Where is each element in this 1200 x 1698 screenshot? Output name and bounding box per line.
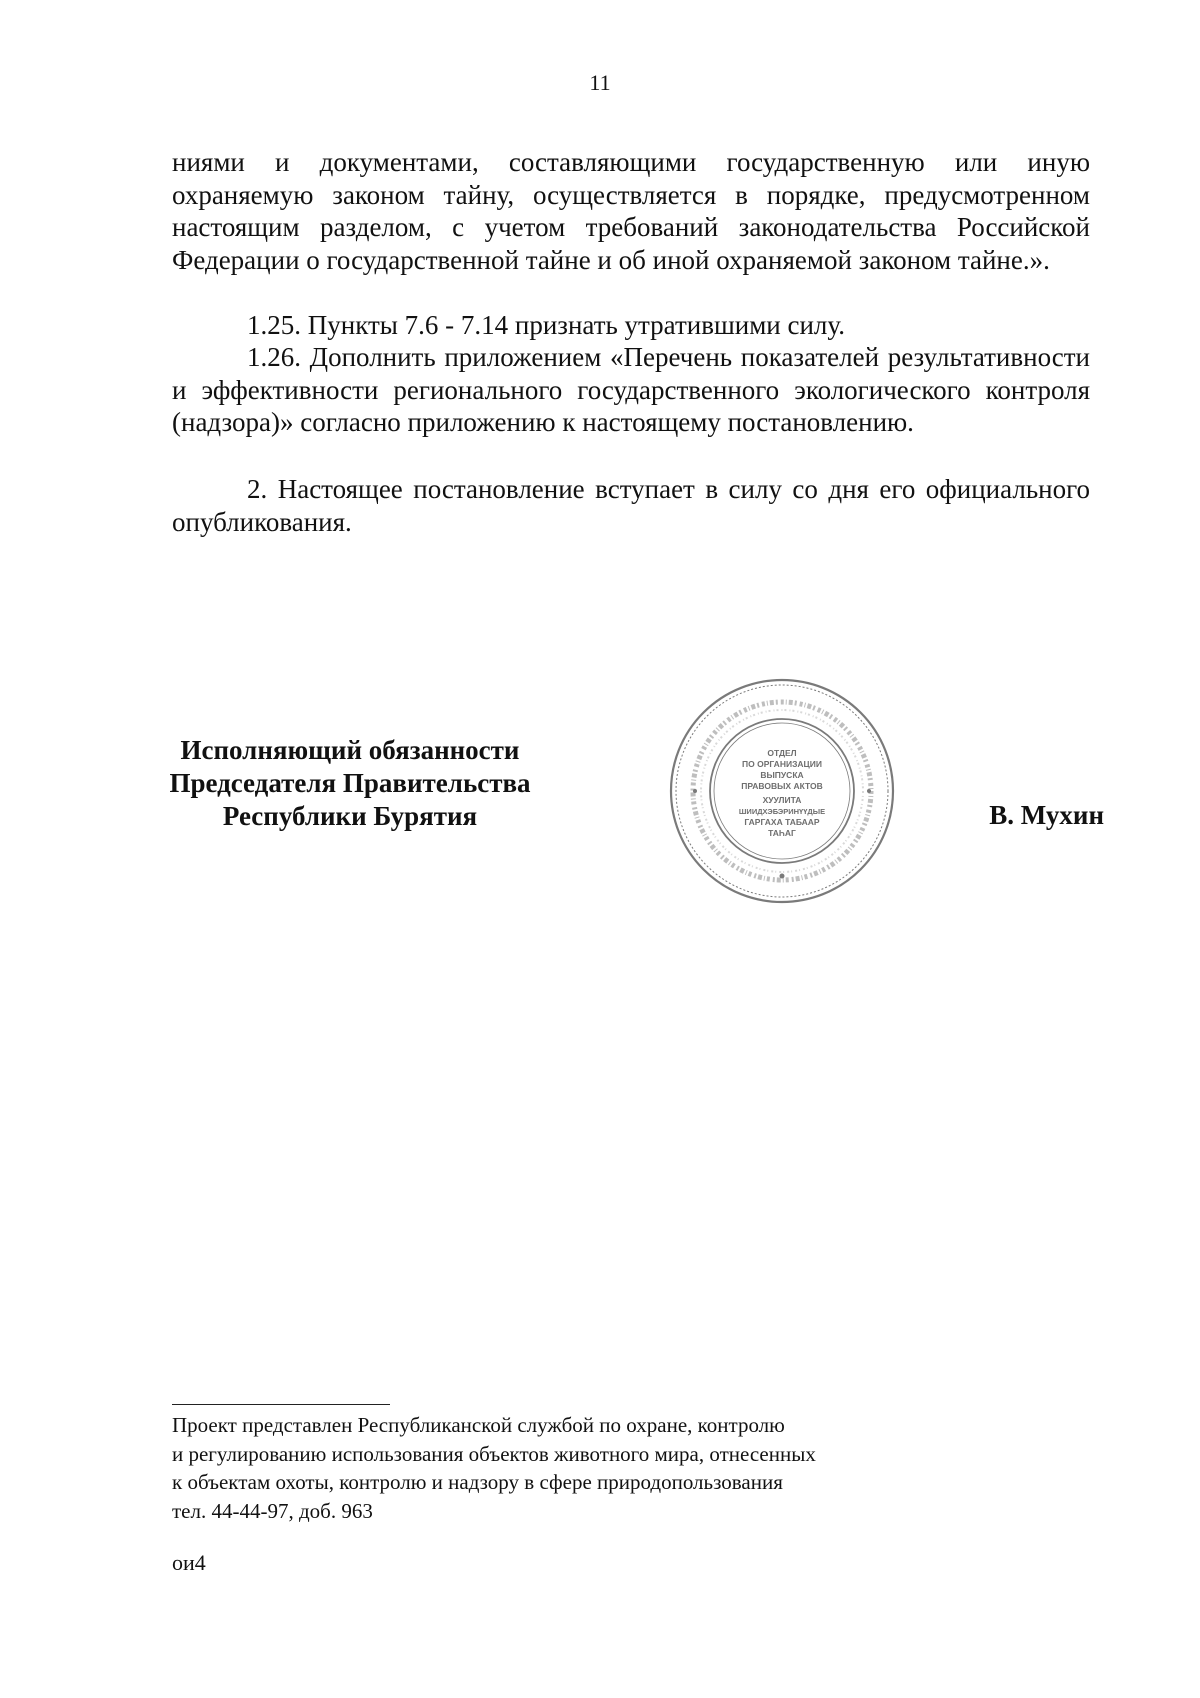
footnote-line-3: к объектам охоты, контролю и надзору в сфере природопользования xyxy=(172,1470,783,1495)
stamp-line-7: ГАРГАХА ТАБААР xyxy=(744,817,820,827)
stamp-line-8: ТАҺАГ xyxy=(768,828,796,838)
document-code: ои4 xyxy=(172,1550,206,1575)
paragraph-intro: ниями и документами, составляющими государственную или иную охраняемую законом тайну, осуществляется в порядке, предусмотренном настоящим разделом, с учетом требований законодательства Российской Федерации о государственной тайне и об иной охраняемой законом тайне.». xyxy=(172,147,1090,275)
stamp-line-6: ШИИДХЭБЭРИНҮҮДЫЕ xyxy=(738,807,826,816)
footnote-line-1: Проект представлен Республиканской службой по охране, контролю xyxy=(172,1413,785,1437)
paragraph-1-25: 1.25. Пункты 7.6 - 7.14 признать утратившими силу. xyxy=(247,310,845,340)
footnote-line-4: тел. 44-44-97, доб. 963 xyxy=(172,1498,373,1523)
stamp-line-5: ХУУЛИТА xyxy=(762,795,802,805)
paragraph-2: 2. Настоящее постановление вступает в силу со дня его официального опубликования. xyxy=(172,474,1090,537)
footnote-divider xyxy=(172,1404,390,1405)
signatory-title-line-1: Исполняющий обязанности xyxy=(180,735,520,765)
stamp-line-3: ВЫПУСКА xyxy=(760,770,804,780)
signatory-title-line-2: Председателя Правительства xyxy=(169,768,531,798)
page-number: 11 xyxy=(589,70,611,95)
footnote-line-2: и регулированию использования объектов животного мира, отнесенных xyxy=(172,1441,816,1466)
footnote xyxy=(172,1411,816,1525)
signer-name: В. Мухин xyxy=(989,800,1104,830)
stamp-line-4: ПРАВОВЫХ АКТОВ xyxy=(741,781,823,791)
signatory-title xyxy=(150,734,550,833)
stamp-line-1: ОТДЕЛ xyxy=(767,748,797,758)
signatory-title-line-3: Республики Бурятия xyxy=(222,801,478,831)
official-stamp-seal xyxy=(667,676,897,906)
stamp-line-2: ПО ОРГАНИЗАЦИИ xyxy=(742,759,822,769)
paragraph-1-26: 1.26. Дополнить приложением «Перечень показателей результативности и эффективности регионального государственного экологического контроля (надзора)» согласно приложению к настоящему постановлению. xyxy=(172,342,1090,438)
